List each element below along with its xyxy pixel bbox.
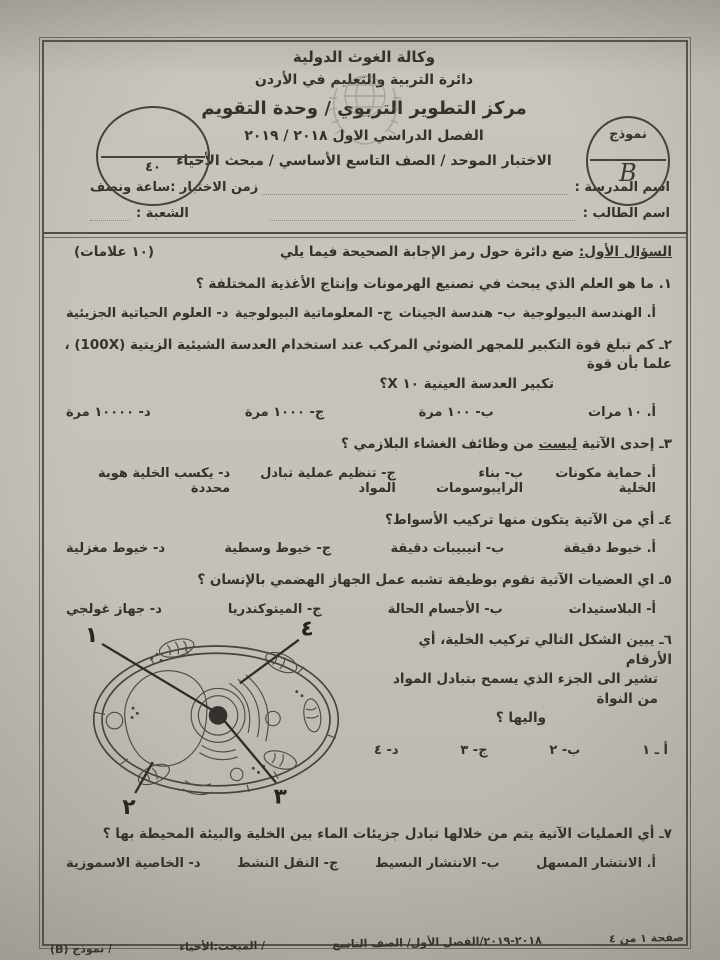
grade-circle-divider (101, 156, 205, 158)
model-circle (586, 116, 670, 206)
footer-page-number: صفحة ١ من ٤ (608, 931, 684, 946)
question-6 (56, 616, 672, 819)
option-a: أ. خيوط دقيقة (563, 541, 656, 557)
vacuole (125, 671, 207, 766)
option-d: د- خيوط مغزلية (66, 541, 166, 557)
question-6-text-line1: ٦ـ يبين الشكل التالي تركيب الخلية، أي الأرقام (418, 631, 672, 668)
model-value: B (619, 159, 637, 188)
center-unit-title: مركز التطوير التربوي / وحدة التقويم (201, 98, 527, 119)
option-a: أ- البلاستيدات (568, 601, 656, 617)
question-5-options (56, 602, 672, 617)
option-c: ج- المعلوماتية البيولوجية (234, 305, 393, 321)
question-4-options (56, 541, 672, 556)
question-6-text-line3: واليها ؟ (495, 710, 546, 727)
option-b: ب- هندسة الجينات (398, 305, 516, 321)
option-a: أ. ١٠ مرات (588, 405, 656, 421)
question-2-text-line2: تكبير العدسة العينية ١٠ X؟ (379, 375, 554, 392)
option-b: ب- بناء الرايبوسومات (435, 465, 524, 496)
question-6-options (372, 743, 672, 758)
figure-label-2: ٢ (122, 794, 136, 819)
question-6-text-block (372, 631, 672, 758)
option-b: ب- ٢ (549, 742, 581, 758)
exam-time-label: زمن الاختبار :ساعة ونصف (90, 180, 259, 195)
unrwa-emblem-icon (323, 58, 407, 154)
option-b: ب- الأجسام الحالة (387, 601, 503, 617)
option-b: ب- ١٠٠ مرة (418, 405, 494, 421)
question-2-options (56, 405, 672, 420)
school-name-label: اسم المدرسة : (574, 180, 670, 195)
question-1 (56, 275, 672, 321)
cell-diagram (60, 617, 372, 819)
question-7 (56, 825, 672, 871)
question-7-text: ٧ـ أي العمليات الآتية يتم من خلالها تبادل جزيئات الماء بين الخلية والبيئة المحيطة بها ؟ (102, 825, 672, 842)
department-name: دائرة التربية والتعليم في الأردن (254, 72, 474, 88)
option-a: أ. حماية مكونات الخلية (555, 465, 656, 496)
question-4 (56, 511, 672, 557)
section1-title: السؤال الأول: (578, 244, 672, 260)
option-c: ج- ١٠٠٠ مرة (244, 405, 325, 421)
option-d: د- ٤ (374, 742, 399, 758)
org-name: وكالة الغوث الدولية (292, 48, 436, 66)
question-7-options (56, 856, 672, 871)
student-name-label: اسم الطالب : (582, 206, 670, 221)
question-2-text: ٢ـ كم تبلغ قوة التكبير للمجهر الضوئي المركب عند استخدام العدسة الشيئية الزيتية (100X) ، علما بأن قوة (64, 336, 672, 373)
question-1-options (56, 306, 672, 321)
grade-total: ٤٠ (145, 159, 161, 175)
semester-line: الفصل الدراسي الاول ٢٠١٨ / ٢٠١٩ (244, 128, 484, 144)
page-footer (50, 931, 684, 956)
question-6-text-line2: تشير الى الجزء الذي يسمح بتبادل المواد من النواة (392, 671, 658, 707)
vesicle (106, 712, 123, 729)
option-b: ب- انيبيبات دقيقة (390, 541, 505, 557)
footer-term: ٢٠١٨-٢٠١٩/الفصل الأول/ الصف التاسع (332, 933, 542, 951)
section1-heading (56, 244, 672, 260)
option-c: ج- الميتوكندريا (227, 601, 322, 617)
grade-circle (96, 106, 210, 206)
vesicle (231, 768, 243, 780)
option-c: ج- ٣ (460, 742, 488, 758)
question-3-text-pre: ٣ـ إحدى الآتية (577, 436, 672, 453)
page-border-frame (42, 40, 688, 957)
school-name-field (262, 181, 567, 195)
info-row-2 (56, 206, 672, 221)
question-5 (56, 571, 672, 617)
figure-label-1: ١ (85, 622, 99, 648)
option-b: ب- الانتشار البسيط (375, 855, 500, 871)
question-4-text: ٤ـ أي من الآتية يتكون منها تركيب الأسواط؟ (384, 511, 672, 528)
golgi-stack (183, 675, 269, 795)
figure-label-4: ٤ (300, 616, 314, 642)
option-d: د- جهاز غولجي (66, 601, 162, 617)
option-d: د- ١٠٠٠٠ مرة (66, 405, 151, 421)
question-5-text: ٥ـ اي العضيات الآتية تقوم بوظيفة تشبه عمل الجهاز الهضمي بالإنسان ؟ (197, 572, 672, 589)
option-c: ج- خيوط وسطية (224, 541, 332, 557)
question-3-text (56, 435, 672, 455)
section1-instruction: ضع دائرة حول رمز الإجابة الصحيحة فيما يلي (279, 244, 579, 260)
student-name-field (270, 207, 575, 221)
exam-subject-line: الاختبار الموحد / الصف التاسع الأساسي / مبحث الأحياء (176, 153, 552, 169)
option-a: أ. الهندسة البيولوجية (522, 305, 656, 321)
footer-model: / نموذج (B) (49, 941, 113, 957)
section-label: الشعبة : (136, 206, 189, 221)
footer-subject: / المبحث:الأحياء (179, 939, 266, 954)
option-c: ج- تنظيم عملية تبادل المواد (260, 465, 396, 496)
question-3 (56, 435, 672, 496)
option-c: ج- النقل النشط (237, 855, 339, 871)
section-field (90, 207, 130, 221)
model-label: نموذج (609, 127, 647, 142)
option-d: د- يكسب الخلية هوية محددة (97, 465, 231, 496)
page-content (44, 42, 686, 957)
question-3-text-post: من وظائف الغشاء البلازمي ؟ (341, 436, 539, 453)
question-1-text: ١. ما هو العلم الذي يبحث في تصنيع الهرمونات وإنتاج الأغذية المختلفة ؟ (195, 276, 672, 292)
option-d: د- العلوم الحياتية الجزيئية (66, 305, 229, 321)
option-a: أ ـ ١ (642, 742, 668, 758)
figure-label-3: ٣ (273, 784, 287, 810)
question-6-figure (56, 617, 372, 819)
section1-marks: (١٠ علامات) (74, 244, 154, 260)
header-divider (44, 232, 686, 238)
question-3-options (56, 466, 672, 496)
question-2 (56, 336, 672, 421)
option-d: د- الخاصية الاسموزية (66, 855, 201, 871)
option-a: أ. الانتشار المسهل (536, 855, 656, 871)
question-3-text-underlined: ليست (538, 436, 578, 453)
